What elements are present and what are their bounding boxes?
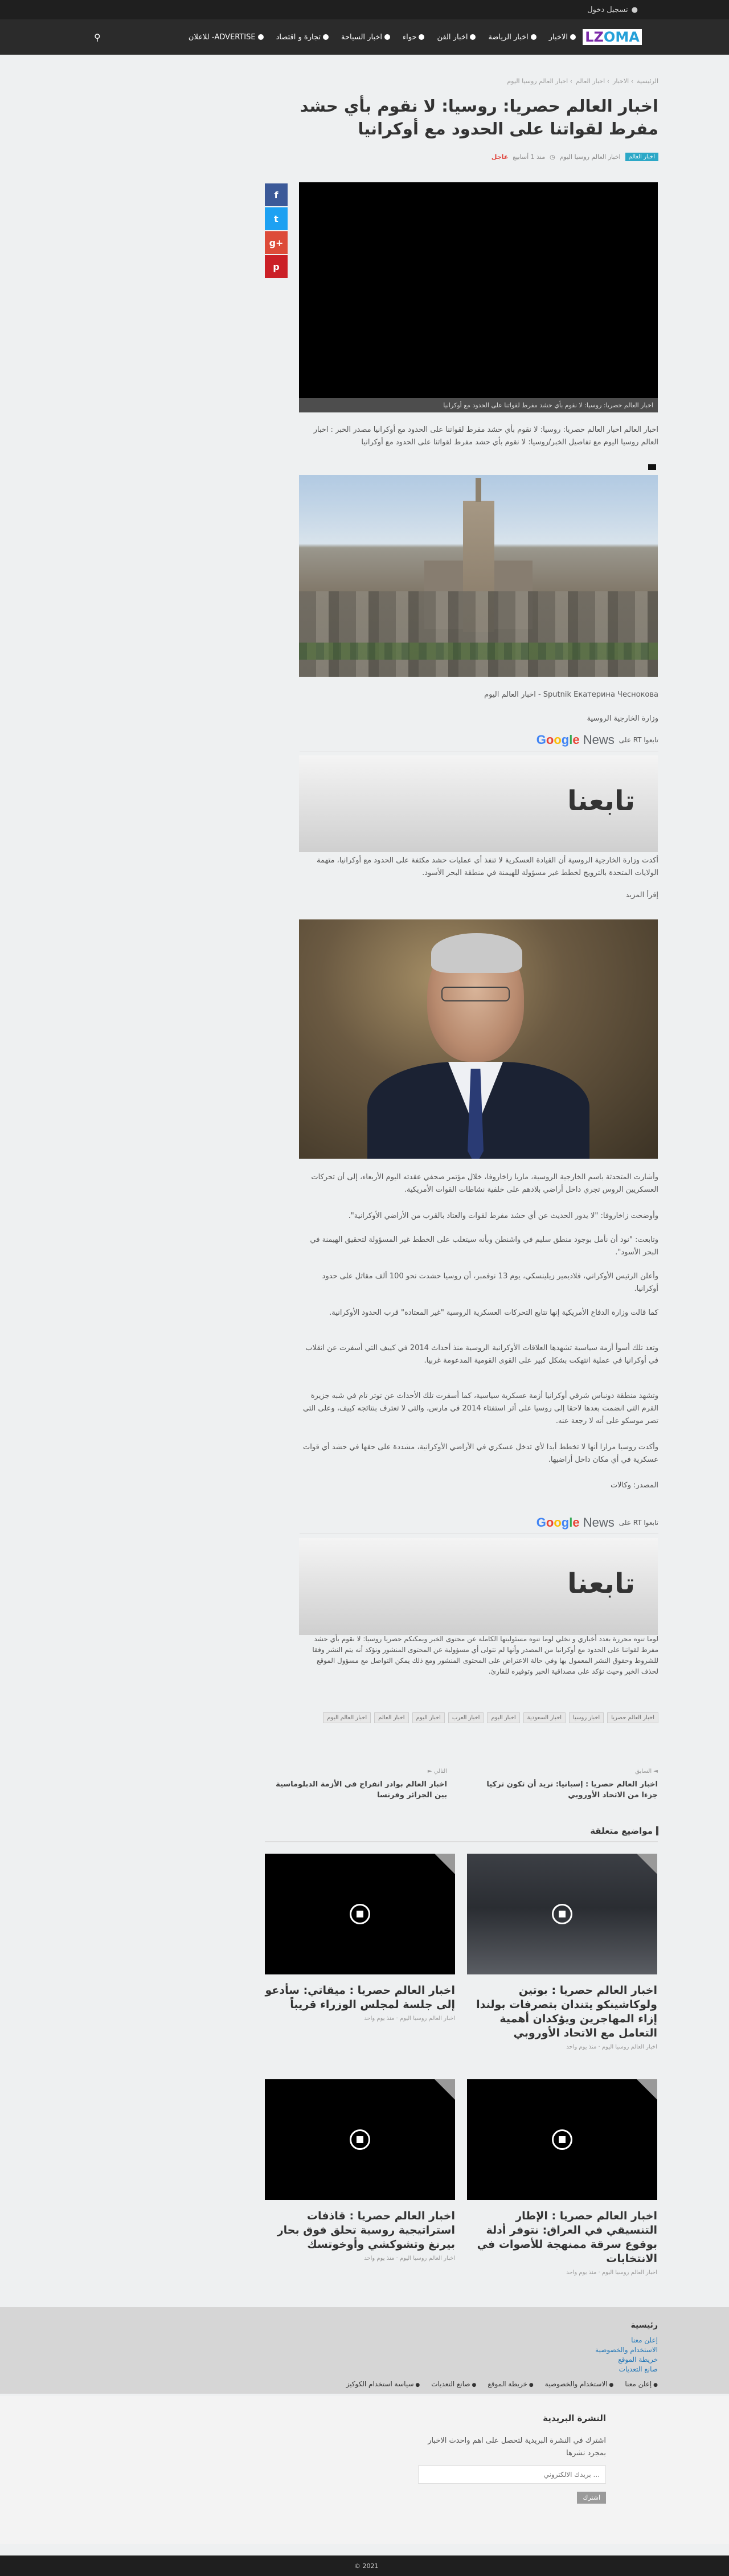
card-thumbnail[interactable] — [467, 1854, 657, 1974]
follow-label: تابعوا RT على — [619, 1519, 658, 1527]
related-card[interactable] — [467, 1854, 657, 2050]
nav-label: اخبار الفن — [437, 32, 468, 42]
twitter-icon[interactable]: t — [265, 207, 288, 230]
article-paragraph: وتعد تلك أسوأ أزمة سياسية تشهدها العلاقات الأوكرانية الروسية منذ أحداث 2014 في كييف التي أسفرت عن انقلاب في أوكرانيا في عملية انتهكت بشكل كبير على القوى القومية المدعومة غربيا. — [305, 1344, 658, 1365]
next-title: اخبار العالم بوادر انفراج في الأزمة الدبلوماسية بين الجزائر وفرنسا — [276, 1780, 447, 1800]
article-paragraph: كما قالت وزارة الدفاع الأمريكية إنها تتابع التحركات العسكرية الروسية "غير المعتادة" قرب الحدود الأوكرانية. — [329, 1309, 658, 1317]
footer-bottom-link[interactable]: ● إعلن معنا — [625, 2380, 658, 2388]
category-badge[interactable]: اخبار العالم — [625, 153, 658, 161]
video-corner-icon — [637, 1854, 657, 1874]
follow-label: تابعوا RT على — [619, 736, 658, 744]
article-meta — [492, 153, 658, 161]
google-news-icon: Google News — [536, 733, 615, 747]
footer-bottom-links — [71, 2380, 658, 2388]
divider-mark — [648, 464, 656, 470]
nav-item-advertise[interactable] — [189, 33, 264, 42]
nav-label: الاخبار — [548, 32, 568, 42]
tag[interactable]: اخبار العالم اليوم — [323, 1712, 371, 1723]
heading-bar — [656, 1826, 658, 1835]
breadcrumb-item[interactable]: اخبار العالم — [576, 77, 605, 85]
article-intro: اخبار العالم اخبار العالم حصريا: روسيا: لا نقوم بأي حشد مفرط لقواتنا على الحدود مع أوكرانيا مصدر الخبر : اخبار العالم روسيا اليوم مع تفاصيل الخبر/روسيا: لا نقوم بأي حشد مفرط لقواتنا على الحدود مع أوكرانيا — [313, 426, 658, 447]
logo-text-accent: OMA — [603, 29, 640, 45]
article-source[interactable]: اخبار العالم روسيا اليوم — [559, 153, 621, 161]
follow-box-label: تابعنا — [567, 1568, 635, 1600]
nav-label: ADVERTISE- للاعلان — [188, 32, 256, 42]
tag[interactable]: اخبار العالم حصريا — [607, 1712, 658, 1723]
clock-icon: ◷ — [550, 153, 555, 161]
footer-link-list — [71, 2336, 658, 2374]
nav-item-eve[interactable] — [403, 33, 424, 42]
breadcrumb-item[interactable]: الرئيسية — [637, 77, 658, 85]
chevron-down-icon — [384, 34, 390, 40]
related-card[interactable] — [467, 2079, 657, 2276]
related-heading-text: مواضيع متعلقة — [590, 1826, 653, 1836]
tag[interactable]: اخبار اليوم — [487, 1712, 519, 1723]
article-paragraph: وأوضحت زاخاروفا: "لا يدور الحديث عن أي حشد مفرط لقوات والعتاد بالقرب من الأراضي الأوكرانية". — [348, 1212, 658, 1220]
card-source[interactable]: اخبار العالم روسيا اليوم — [399, 2255, 455, 2262]
tag-list — [300, 1712, 658, 1723]
card-thumbnail[interactable] — [265, 2079, 455, 2200]
login-icon: ● — [631, 5, 638, 14]
nav-item-news[interactable] — [549, 33, 576, 42]
facebook-icon[interactable]: f — [265, 183, 288, 206]
play-icon[interactable] — [552, 1904, 572, 1924]
chevron-down-icon — [419, 34, 424, 40]
nav-item-tourism[interactable] — [341, 33, 390, 42]
card-source[interactable]: اخبار العالم روسيا اليوم — [399, 2015, 455, 2022]
article-paragraph: وتشهد منطقة دونباس شرقي أوكرانيا أزمة عسكرية سياسية، كما أسفرت تلك الأحداث عن توتر تام في شبه جزيرة القرم التي انضمت بعدها لاحقا إلى روسيا على أثر استفتاء 2014 في مارس، والتي لا تعترف بنتائجه كييف، وعلى التي تصر موسكو على أنه لا رجعة عنه. — [302, 1392, 658, 1425]
video-corner-icon — [435, 1854, 455, 1874]
card-title[interactable]: اخبار العالم حصريا : قاذفات استراتيجية روسية تحلق فوق بحار بيرنغ وتشوكشي وأوخوتسك — [277, 2210, 455, 2251]
pinterest-icon[interactable]: p — [265, 255, 288, 278]
search-icon[interactable]: ⚲ — [94, 31, 101, 43]
chevron-down-icon — [258, 34, 264, 40]
card-thumbnail[interactable] — [467, 2079, 657, 2200]
card-date: منذ يوم واحد — [364, 2255, 395, 2262]
footer-bottom-link[interactable]: ● خريطة الموقع — [488, 2380, 533, 2388]
article-title: اخبار العالم حصريا: روسيا: لا نقوم بأي حشد مفرط لقواتنا على الحدود مع أوكرانيا — [300, 96, 658, 138]
follow-us-banner[interactable] — [299, 1538, 658, 1635]
related-card[interactable] — [265, 2079, 455, 2262]
article-paragraph: وأعلن الرئيس الأوكراني، فلاديمير زيلينسكي، يوم 13 نوفمبر، أن روسيا حشدت نحو 100 ألف مقاتل على حدود أوكرانيا. — [322, 1272, 658, 1293]
related-heading — [590, 1826, 658, 1836]
card-meta: اخبار العالم روسيا اليوم · منذ يوم واحد — [364, 2015, 455, 2022]
card-meta: اخبار العالم روسيا اليوم · منذ يوم واحد — [364, 2255, 455, 2262]
google-news-follow[interactable] — [300, 733, 658, 751]
article-paragraph: وتابعت: "نود أن نأمل بوجود منطق سليم في واشنطن وبأنه سيتغلب على الخطط غير المسؤولة لتحقيق الهيمنة في البحر الأسود". — [310, 1236, 658, 1257]
video-corner-icon — [435, 2079, 455, 2100]
main-nav — [0, 19, 729, 55]
nav-label: حواء — [403, 32, 417, 42]
tag[interactable]: اخبار السعودية — [523, 1712, 566, 1723]
breadcrumb-item: اخبار العالم روسيا اليوم — [507, 77, 568, 85]
article-paragraph: وأشارت المتحدثة باسم الخارجية الروسية، ماريا زاخاروفا، خلال مؤتمر صحفي عقدته اليوم الأربعاء، إلى أن تحركات العسكريين الروس تجري داخل أراضي بلادهم على خلفية نشاطات القوات الأمريكية. — [311, 1173, 658, 1194]
card-date: منذ يوم واحد — [566, 2270, 597, 2276]
article-paragraph: أكدت وزارة الخارجية الروسية أن القيادة العسكرية لا تنفذ أي عمليات حشد مكثفة على الحدود مع أوكرانيا، متهمة الولايات المتحدة بالترويج لخطط غير مسؤولة للهيمنة في منطقة البحر الأسود. — [317, 856, 658, 877]
breadcrumb: الرئيسية› الاخبار› اخبار العالم› اخبار العالم روسيا اليوم — [507, 77, 658, 85]
play-icon[interactable] — [350, 1904, 370, 1924]
previous-title: اخبار العالم حصريا : إسبانيا: نريد أن تكون تركيا جزءا من الاتحاد الأوروبي — [486, 1780, 658, 1800]
share-bar — [265, 183, 288, 279]
follow-box-label: تابعنا — [567, 785, 635, 817]
google-plus-icon[interactable]: g+ — [265, 231, 288, 254]
next-post-link[interactable] — [265, 1766, 447, 1801]
card-date: منذ يوم واحد — [566, 2044, 597, 2050]
newsletter-heading: النشرة البريدية — [543, 2413, 606, 2423]
footer-bottom-link[interactable]: ● الاستخدام والخصوصية — [545, 2380, 614, 2388]
chevron-down-icon — [470, 34, 476, 40]
read-more-label[interactable]: إقرأ المزيد — [625, 891, 658, 899]
article-photo-ministry — [299, 475, 658, 677]
chevron-down-icon — [323, 34, 329, 40]
nav-label: اخبار الرياضة — [488, 32, 529, 42]
nav-label: اخبار السياحة — [341, 32, 382, 42]
card-meta: اخبار العالم روسيا اليوم · منذ يوم واحد — [566, 2044, 657, 2050]
breaking-badge: عاجل — [491, 153, 509, 161]
video-caption: اخبار العالم حصريا: روسيا: لا نقوم بأي حشد مفرط لقواتنا على الحدود مع أوكرانيا — [299, 398, 658, 412]
ministry-line: وزارة الخارجية الروسية — [587, 714, 658, 723]
nav-item-economy[interactable] — [276, 33, 329, 42]
related-card[interactable] — [265, 1854, 455, 2022]
video-corner-icon — [637, 2079, 657, 2100]
nav-item-art[interactable] — [437, 33, 476, 42]
google-news-follow[interactable] — [300, 1515, 658, 1534]
nav-label: تجارة و اقتصاد — [276, 32, 321, 42]
tag[interactable]: اخبار العالم — [374, 1712, 408, 1723]
footer-bottom-link[interactable]: ● سياسة استخدام الكوكيز — [346, 2380, 420, 2388]
copyright: © 2021 — [0, 2555, 729, 2576]
login-link[interactable]: تسجيل دخول — [587, 5, 628, 14]
card-title[interactable]: اخبار العالم حصريا : ميقاتي: سأدعو إلى جلسة لمجلس الوزراء قريباً — [265, 1984, 455, 2011]
related-divider — [265, 1841, 658, 1842]
previous-post-link[interactable] — [476, 1766, 658, 1801]
play-icon[interactable] — [350, 2129, 370, 2150]
footer-link[interactable]: صانع التعديات — [619, 2365, 658, 2373]
previous-label: ◄ السابق — [635, 1768, 658, 1774]
card-meta: اخبار العالم روسيا اليوم · منذ يوم واحد — [566, 2270, 657, 2276]
card-date: منذ يوم واحد — [364, 2015, 395, 2022]
video-player[interactable] — [299, 182, 658, 412]
tag[interactable]: اخبار روسيا — [569, 1712, 604, 1723]
email-field[interactable] — [418, 2465, 606, 2484]
photo-credit: Sputnik Екатерина Чеснокова - اخبار العالم اليوم — [484, 690, 658, 699]
footer-link[interactable]: الاستخدام والخصوصية — [595, 2346, 658, 2354]
source-line: المصدر: وكالات — [610, 1481, 658, 1490]
article-date: منذ 1 أسابيع — [513, 153, 546, 161]
footer-links — [0, 2307, 729, 2394]
footer-link[interactable]: خريطة الموقع — [618, 2356, 658, 2364]
site-logo[interactable] — [585, 26, 640, 48]
tag[interactable]: اخبار اليوم — [412, 1712, 445, 1723]
card-title[interactable]: اخبار العالم حصريا : الإطار التنسيقي في العراق: نتوفر أدلة بوقوع سرقة ممنهجة للأصوات في الانتخابات — [477, 2210, 657, 2265]
follow-us-banner[interactable] — [299, 755, 658, 852]
article-photo-spokesperson — [299, 919, 658, 1159]
card-source[interactable]: اخبار العالم روسيا اليوم — [601, 2044, 657, 2050]
footer-link[interactable]: إعلن معنا — [631, 2336, 658, 2344]
chevron-down-icon — [531, 34, 536, 40]
next-label: التالي ► — [427, 1768, 447, 1774]
article-disclaimer: لوما تنوه محررة بعدد أخباري و نخلي لوما تنوه مسئوليتها الكاملة عن محتوى الخبر ويمكنكم حصريا روسيا: لا نقوم بأي حشد مفرط لقواتنا على الحدود مع أوكرانيا من المصدر وأنها لم تتولى أي مسؤولية عن المحتوى المنشور ونؤكد أنه يتم النشر وفقا للشروط وحقوق النشر المعمول بها وفي حالة الاعتراض على المحتوى المنشور ومع ذلك يمكن التواصل مع مسؤول الموقع لحذف الخبر وحيث نؤكد على مصداقية الخبر وتوفيره للقارئ. — [312, 1635, 658, 1675]
breadcrumb-item[interactable]: الاخبار — [613, 77, 629, 85]
tag[interactable]: اخبار العرب — [448, 1712, 484, 1723]
top-bar — [0, 0, 729, 19]
nav-menu — [189, 33, 576, 42]
card-title[interactable]: اخبار العالم حصريا : بوتين ولوكاشينكو يتندان بتصرفات بولندا إزاء المهاجرين ويؤكدان أهمية التعامل مع الاتحاد الأوروبي — [476, 1984, 657, 2039]
post-navigation — [265, 1766, 658, 1801]
card-thumbnail[interactable] — [265, 1854, 455, 1974]
logo-text-main: LZ — [585, 29, 604, 45]
footer-bottom-link[interactable]: ● صانع التعديات — [431, 2380, 476, 2388]
card-source[interactable]: اخبار العالم روسيا اليوم — [601, 2270, 657, 2276]
play-icon[interactable] — [552, 2129, 572, 2150]
article-paragraph: وأكدت روسيا مرارا أنها لا تخطط أبدا لأي تدخل عسكري في الأراضي الأوكرانية، مشددة على حقها في حشد أي قوات عسكرية في أي مكان داخل أراضيها. — [302, 1443, 658, 1464]
chevron-down-icon — [570, 34, 576, 40]
nav-item-sports[interactable] — [488, 33, 536, 42]
newsletter-section — [0, 2396, 729, 2544]
footer-heading: رئيسية — [630, 2321, 658, 2330]
subscribe-button[interactable]: اشترك — [577, 2492, 606, 2504]
newsletter-text: اشترك في النشرة البريدية لتحصل على اهم واحدث الاخبار بمجرد نشرها — [428, 2436, 606, 2458]
google-news-icon: Google News — [536, 1515, 615, 1530]
